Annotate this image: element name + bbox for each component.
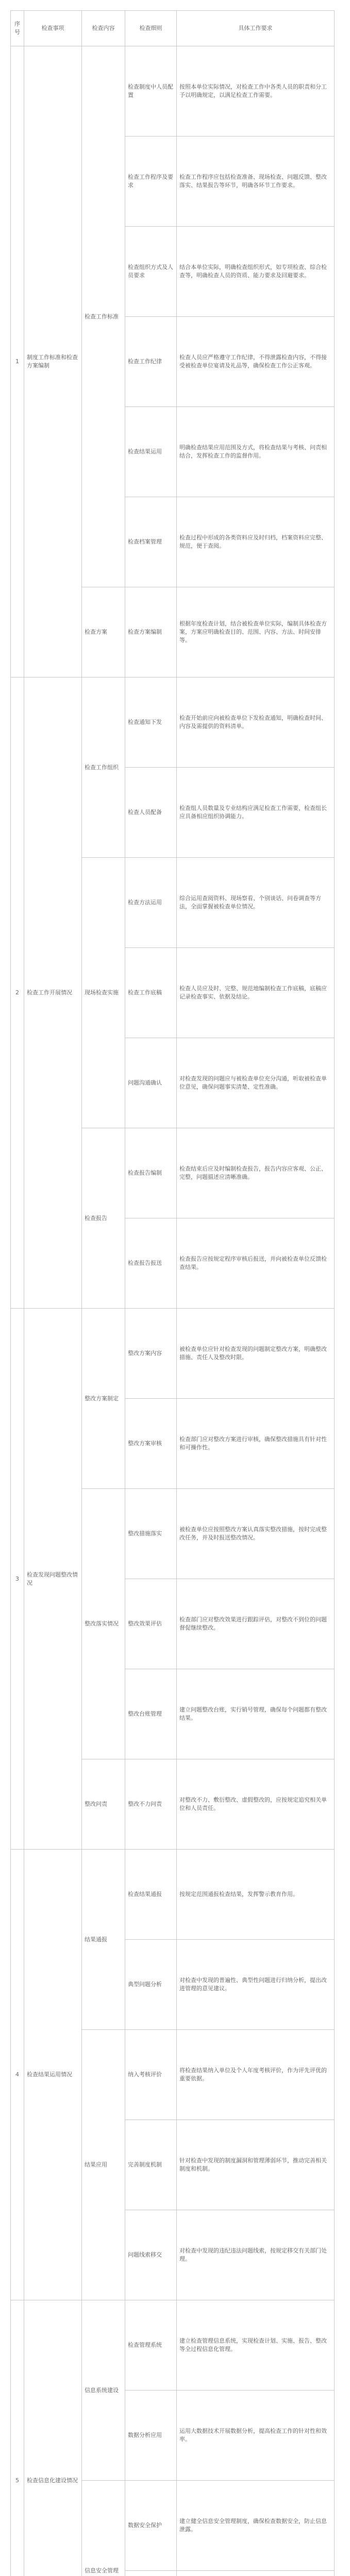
inspection-detail: 检查管理系统 — [125, 2300, 177, 2391]
work-requirement: 检查人员应及时、完整、规范地编制检查工作底稿，底稿应记录检查事实、依据及结论。 — [177, 948, 335, 1038]
inspection-detail: 整改不力问责 — [125, 1759, 177, 1850]
inspection-detail: 检查组织方式及人员要求 — [125, 227, 177, 317]
work-requirement — [177, 2571, 335, 2576]
inspection-detail: 整改方案审核 — [125, 1399, 177, 1489]
table-row — [11, 1850, 335, 1940]
inspection-detail: 检查方案编制 — [125, 587, 177, 677]
inspection-content: 检查方案 — [82, 587, 125, 677]
table-row — [11, 677, 335, 768]
inspection-detail: 数据分析应用 — [125, 2391, 177, 2481]
row-number: 3 — [11, 1309, 24, 1850]
work-requirement: 检查过程中形成的各类资料应及时归档，档案资料应完整、规范，便于查阅。 — [177, 497, 335, 587]
work-requirement: 对整改不力、敷衍整改、虚假整改的，应按规定追究相关单位和人员责任。 — [177, 1759, 335, 1850]
inspection-detail: 整改方案内容 — [125, 1309, 177, 1399]
inspection-detail: 检查档案管理 — [125, 497, 177, 587]
inspection-content: 整改问责 — [82, 1759, 125, 1850]
inspection-item: 检查信息化建设情况 — [24, 2300, 82, 2576]
header-requirement: 具体工作要求 — [177, 11, 335, 46]
inspection-detail: 检查人员配备 — [125, 768, 177, 858]
work-requirement: 综合运用查阅资料、现场察看、个别谈话、问卷调查等方法，全面掌握被检查单位情况。 — [177, 858, 335, 948]
inspection-item: 检查工作开展情况 — [24, 677, 82, 1309]
work-requirement: 检查结束后应及时编制检查报告，报告内容应客观、公正、完整，问题描述应清晰准确。 — [177, 1128, 335, 1218]
inspection-detail: 检查通知下发 — [125, 677, 177, 768]
inspection-detail: 检查报告编制 — [125, 1128, 177, 1218]
inspection-detail: 检查结果通报 — [125, 1850, 177, 1940]
inspection-detail: 检查结果运用 — [125, 407, 177, 497]
work-requirement: 对检查中发现的普遍性、典型性问题进行归纳分析，提出改进管理的意见建议。 — [177, 1940, 335, 2030]
inspection-content: 检查工作标准 — [82, 46, 125, 587]
inspection-detail: 纳入考核评价 — [125, 2030, 177, 2120]
inspection-detail — [125, 2571, 177, 2576]
inspection-content: 结果通报 — [82, 1850, 125, 2030]
row-number: 5 — [11, 2300, 24, 2576]
work-requirement: 检查部门应对整改效果进行跟踪评估，对整改不到位的问题督促继续整改。 — [177, 1579, 335, 1669]
work-requirement: 运用大数据技术开展数据分析，提高检查工作的针对性和效率。 — [177, 2391, 335, 2481]
inspection-detail: 典型问题分析 — [125, 1940, 177, 2030]
header-num: 序号 — [11, 11, 24, 46]
row-number: 2 — [11, 677, 24, 1309]
work-requirement: 被检查单位应按照整改方案认真落实整改措施，按时完成整改任务，并及时报送整改情况。 — [177, 1489, 335, 1579]
work-requirement: 将检查结果纳入单位及个人年度考核评价，作为评先评优的重要依据。 — [177, 2030, 335, 2120]
inspection-detail: 检查工作程序及要求 — [125, 137, 177, 227]
row-number: 1 — [11, 46, 24, 677]
table-row — [11, 2300, 335, 2391]
inspection-content: 检查工作组织 — [82, 677, 125, 858]
inspection-detail: 数据安全保护 — [125, 2481, 177, 2571]
header-detail: 检查细则 — [125, 11, 177, 46]
header-project: 检查事项 — [24, 11, 82, 46]
work-requirement: 针对检查中发现的制度漏洞和管理薄弱环节，推动完善相关制度和机制。 — [177, 2120, 335, 2210]
inspection-item: 制度工作标准和检查方案编制 — [24, 46, 82, 677]
header-sub: 检查内容 — [82, 11, 125, 46]
inspection-content: 信息系统建设 — [82, 2300, 125, 2481]
inspection-detail: 完善制度机制 — [125, 2120, 177, 2210]
table-body — [11, 46, 335, 2576]
work-requirement: 建立问题整改台账，实行销号管理，确保每个问题都有整改结果。 — [177, 1669, 335, 1759]
inspection-detail: 问题沟通确认 — [125, 1038, 177, 1128]
work-requirement: 检查开始前应向被检查单位下发检查通知，明确检查时间、内容及需提供的资料清单。 — [177, 677, 335, 768]
work-requirement: 对检查中发现的违纪违法问题线索，按规定移交有关部门处理。 — [177, 2210, 335, 2300]
inspection-detail: 检查工作纪律 — [125, 317, 177, 407]
work-requirement: 根据年度检查计划，结合被检查单位实际，编制具体检查方案，方案应明确检查目的、范围、内容、方法、时间安排等。 — [177, 587, 335, 677]
work-requirement: 检查部门应对整改方案进行审核，确保整改措施具有针对性和可操作性。 — [177, 1399, 335, 1489]
inspection-detail: 检查报告报送 — [125, 1218, 177, 1309]
inspection-item: 检查结果运用情况 — [24, 1850, 82, 2300]
work-requirement: 检查报告应按规定程序审核后报送，并向被检查单位反馈检查结果。 — [177, 1218, 335, 1309]
inspection-detail: 整改措施落实 — [125, 1489, 177, 1579]
table-row — [11, 1309, 335, 1399]
work-requirement: 检查人员应严格遵守工作纪律，不得泄露检查内容，不得接受被检查单位宴请及礼品等，确保检查工作公正客观。 — [177, 317, 335, 407]
inspection-table — [10, 10, 335, 2576]
inspection-item: 检查发现问题整改情况 — [24, 1309, 82, 1850]
table-row — [11, 46, 335, 137]
work-requirement: 建立检查管理信息系统，实现检查计划、实施、报告、整改等全过程信息化管理。 — [177, 2300, 335, 2391]
inspection-detail: 检查制度中人员配置 — [125, 46, 177, 137]
table-header-row — [11, 11, 335, 46]
work-requirement: 检查组人员数量及专业结构应满足检查工作需要，检查组长应具备相应组织协调能力。 — [177, 768, 335, 858]
work-requirement: 建立健全信息安全管理制度，确保检查数据安全，防止信息泄露。 — [177, 2481, 335, 2571]
inspection-content: 检查报告 — [82, 1128, 125, 1309]
inspection-detail: 问题线索移交 — [125, 2210, 177, 2300]
inspection-detail: 检查工作底稿 — [125, 948, 177, 1038]
work-requirement: 检查工作程序应包括检查准备、现场检查、问题反馈、整改落实、结果报告等环节，明确各环节工作要求。 — [177, 137, 335, 227]
work-requirement: 按照本单位实际情况，对检查工作中各类人员的职责和分工予以明确规定，以满足检查工作需要。 — [177, 46, 335, 137]
work-requirement: 明确检查结果应用范围及方式，将检查结果与考核、问责相结合，发挥检查工作的监督作用。 — [177, 407, 335, 497]
inspection-detail: 整改效果评估 — [125, 1579, 177, 1669]
work-requirement: 对检查发现的问题应与被检查单位充分沟通，听取被检查单位意见，确保问题事实清楚、定性准确。 — [177, 1038, 335, 1128]
inspection-content: 结果应用 — [82, 2030, 125, 2300]
inspection-content: 整改落实情况 — [82, 1489, 125, 1759]
work-requirement: 结合本单位实际，明确检查组织形式，如专项检查、综合检查等，明确检查人员的资质、能力要求及回避要求。 — [177, 227, 335, 317]
work-requirement: 按规定范围通报检查结果，发挥警示教育作用。 — [177, 1850, 335, 1940]
work-requirement: 被检查单位应针对检查发现的问题制定整改方案，明确整改措施、责任人及整改时限。 — [177, 1309, 335, 1399]
inspection-content: 整改方案制定 — [82, 1309, 125, 1489]
inspection-detail: 检查方法运用 — [125, 858, 177, 948]
inspection-detail: 整改台账管理 — [125, 1669, 177, 1759]
inspection-content: 信息安全管理 — [82, 2481, 125, 2576]
row-number: 4 — [11, 1850, 24, 2300]
inspection-content: 现场检查实施 — [82, 858, 125, 1128]
